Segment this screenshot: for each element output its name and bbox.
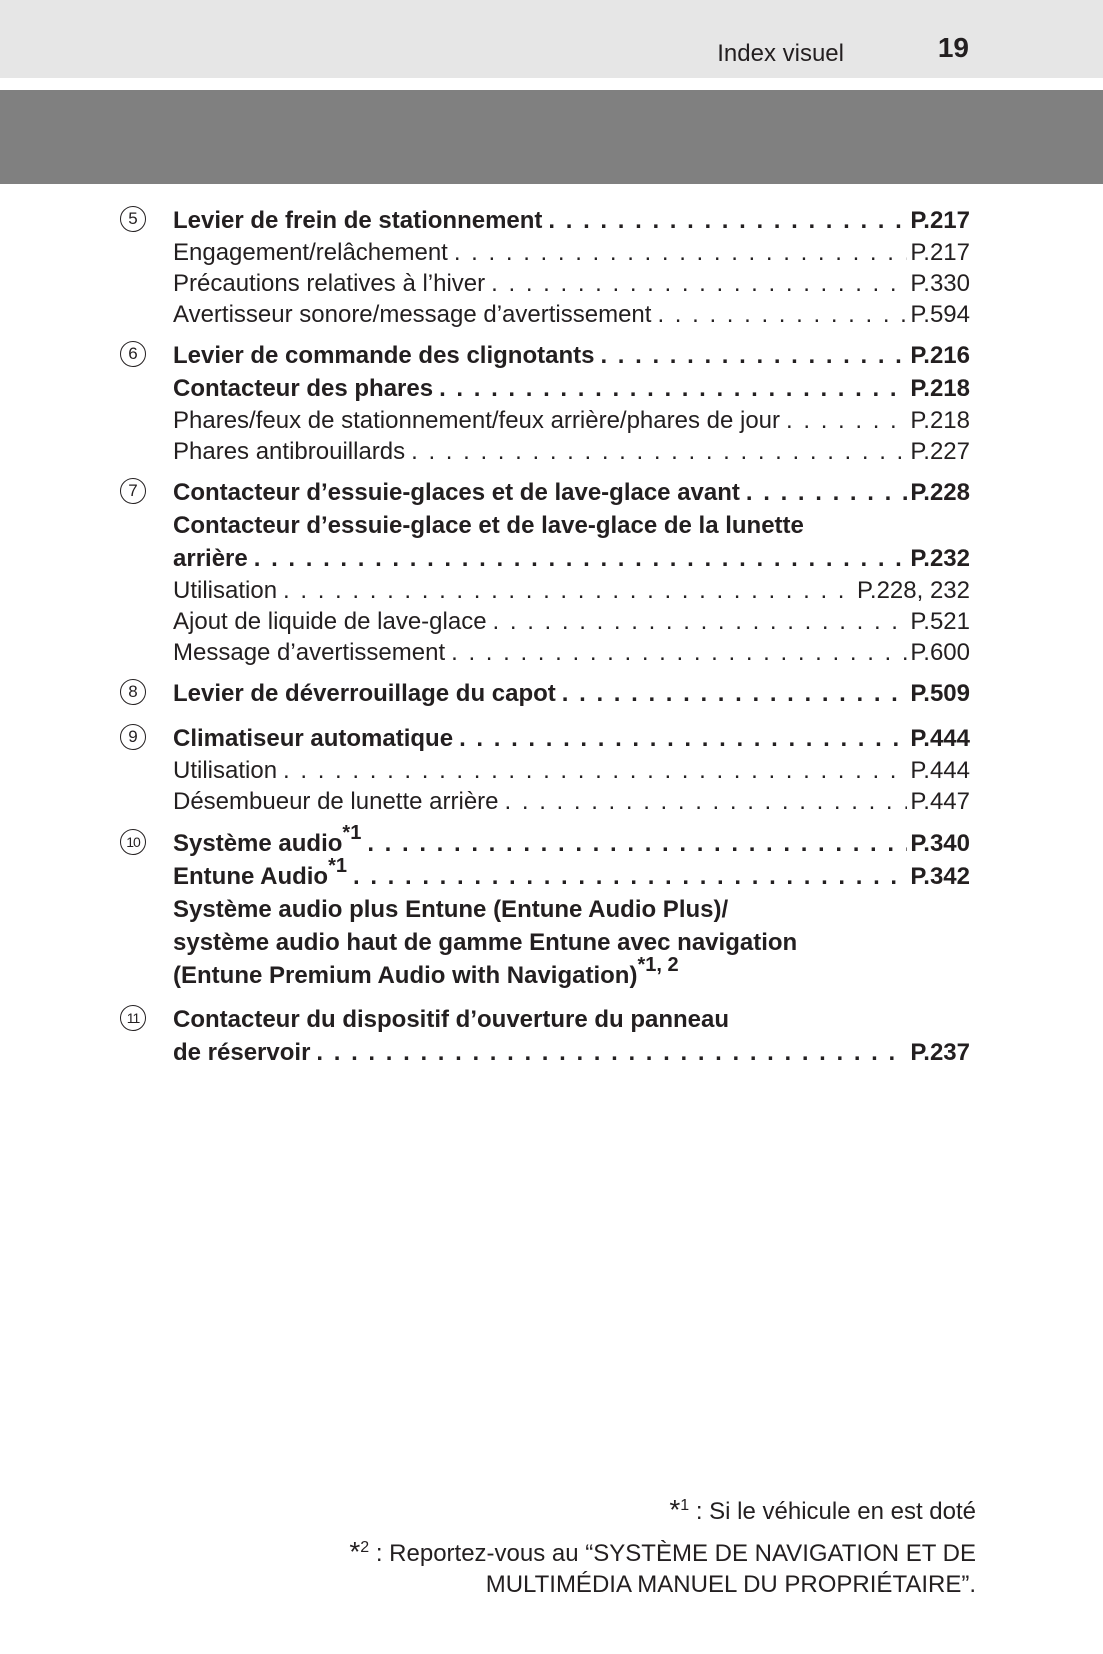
entry-label: Levier de frein de stationnement: [173, 207, 543, 234]
footnote-2: [349, 1536, 976, 1569]
dot-leader: [283, 755, 907, 786]
index-entry: [173, 722, 970, 755]
entry-label: Contacteur des phares: [173, 375, 434, 402]
index-subentry: [173, 299, 970, 330]
entry-label: Climatiseur automatique: [173, 725, 454, 752]
index-item-6: [120, 339, 970, 467]
entry-label: Levier de commande des clignotants: [173, 342, 595, 369]
page-ref-link[interactable]: P.228, 232: [856, 577, 970, 604]
page-ref-link[interactable]: P.227: [910, 438, 970, 465]
entry-label-text: (Entune Premium Audio with Navigation): [173, 962, 638, 989]
footnote-index: 2: [360, 1539, 370, 1556]
entry-label: Utilisation: [173, 577, 278, 604]
index-entry: [173, 339, 970, 372]
page-ref-link[interactable]: P.447: [910, 788, 970, 815]
page-ref-link[interactable]: P.342: [910, 863, 970, 890]
dot-leader: [491, 268, 907, 299]
dot-leader: [657, 299, 907, 330]
item-number-badge: 10: [120, 829, 146, 855]
page-ref-link[interactable]: P.217: [910, 207, 970, 234]
entry-label-line: Système audio plus Entune (Entune Audio Plus)/: [173, 896, 729, 923]
page-ref-link[interactable]: P.216: [910, 342, 970, 369]
entry-label: arrière: [173, 545, 248, 572]
index-subentry: [173, 436, 970, 467]
index-entry: [173, 372, 970, 405]
dot-leader: [562, 677, 908, 710]
page-ref-link[interactable]: P.594: [910, 301, 970, 328]
entry-label: Message d’avertissement: [173, 639, 446, 666]
index-entry: [173, 204, 970, 237]
dot-leader: [353, 860, 907, 893]
index-item-7: [120, 476, 970, 668]
footnote-marker: *1: [328, 855, 347, 877]
entry-label-text: Système audio: [173, 830, 343, 857]
footnotes: [349, 1494, 976, 1600]
index-item-5: [120, 204, 970, 330]
dot-leader: [459, 722, 907, 755]
footnote-1: [349, 1494, 976, 1527]
entry-label: Levier de déverrouillage du capot: [173, 680, 556, 707]
dot-leader: [316, 1036, 907, 1069]
dot-leader: [600, 339, 907, 372]
index-entry: [173, 542, 970, 575]
dot-leader: [367, 827, 907, 860]
dot-leader: [439, 372, 907, 405]
index-subentry: [173, 575, 970, 606]
footnote-symbol: *: [349, 1536, 361, 1567]
page-ref-link[interactable]: P.444: [910, 725, 970, 752]
index-subentry: [173, 268, 970, 299]
entry-label: de réservoir: [173, 1039, 311, 1066]
entry-label: Ajout de liquide de lave-glace: [173, 608, 487, 635]
visual-index-list: [120, 204, 970, 1069]
page-number: 19: [937, 32, 969, 63]
page-ref-link[interactable]: P.509: [910, 680, 970, 707]
entry-label-line: Contacteur du dispositif d’ouverture du panneau: [173, 1006, 730, 1033]
index-entry: [173, 677, 970, 710]
index-entry: [173, 822, 970, 860]
footnote-text: : Reportez-vous au “SYSTÈME DE NAVIGATION ET DE: [369, 1540, 976, 1567]
entry-label-line: [173, 954, 970, 992]
page-ref-link[interactable]: P.340: [910, 830, 970, 857]
section-title: Index visuel: [717, 40, 844, 67]
index-subentry: [173, 237, 970, 268]
footnote-index: 1: [680, 1497, 690, 1514]
header-band: [0, 90, 1103, 184]
index-subentry: [173, 606, 970, 637]
dot-leader: [283, 575, 854, 606]
dot-leader: [505, 786, 908, 817]
dot-leader: [548, 204, 907, 237]
item-number-badge: 9: [120, 724, 146, 750]
index-item-8: [120, 677, 970, 710]
item-number-badge: 6: [120, 341, 146, 367]
index-entry: [173, 476, 970, 509]
footnote-2-continued: MULTIMÉDIA MANUEL DU PROPRIÉTAIRE”.: [485, 1571, 976, 1598]
entry-label-line: Contacteur d’essuie-glace et de lave-glace de la lunette: [173, 512, 804, 539]
index-subentry: [173, 637, 970, 668]
footnote-marker: *1: [342, 822, 362, 844]
dot-leader: [746, 476, 907, 509]
footnote-symbol: *: [669, 1494, 681, 1525]
page-ref-link[interactable]: P.444: [910, 757, 970, 784]
entry-label: Précautions relatives à l’hiver: [173, 270, 486, 297]
page-ref-link[interactable]: P.237: [910, 1039, 970, 1066]
entry-label: Contacteur d’essuie-glaces et de lave-glace avant: [173, 479, 740, 506]
header-bar: [0, 0, 1103, 78]
entry-label: Désembueur de lunette arrière: [173, 788, 499, 815]
page-ref-link[interactable]: P.521: [910, 608, 970, 635]
page-ref-link[interactable]: P.600: [910, 639, 970, 666]
item-number-badge: 5: [120, 206, 146, 232]
index-subentry: [173, 786, 970, 817]
dot-leader: [254, 542, 908, 575]
item-number-badge: 11: [120, 1005, 146, 1031]
dot-leader: [493, 606, 908, 637]
index-subentry: [173, 405, 970, 436]
index-item-9: [120, 722, 970, 817]
entry-label-text: Entune Audio: [173, 863, 329, 890]
index-entry: [173, 1036, 970, 1069]
index-entry: [173, 855, 970, 893]
footnote-marker: *1, 2: [637, 954, 679, 976]
page-ref-link[interactable]: P.218: [910, 407, 970, 434]
dot-leader: [411, 436, 907, 467]
page-ref-link[interactable]: P.228: [910, 479, 970, 506]
index-item-11: [120, 1003, 970, 1069]
page-ref-link[interactable]: P.217: [910, 239, 970, 266]
item-number-badge: 7: [120, 478, 146, 504]
index-item-10: [120, 822, 970, 992]
entry-label: Phares/feux de stationnement/feux arrière/phares de jour: [173, 407, 781, 434]
entry-label: Utilisation: [173, 757, 278, 784]
item-number-badge: 8: [120, 679, 146, 705]
entry-label-line: système audio haut de gamme Entune avec navigation: [173, 929, 798, 956]
page-ref-link[interactable]: P.218: [910, 375, 970, 402]
footnote-text: : Si le véhicule en est doté: [689, 1498, 976, 1525]
dot-leader: [786, 405, 907, 436]
dot-leader: [454, 237, 908, 268]
index-subentry: [173, 755, 970, 786]
page-ref-link[interactable]: P.330: [910, 270, 970, 297]
entry-label: Engagement/relâchement: [173, 239, 448, 266]
page-ref-link[interactable]: P.232: [910, 545, 970, 572]
dot-leader: [451, 637, 907, 668]
entry-label: Phares antibrouillards: [173, 438, 406, 465]
entry-label: [173, 855, 347, 893]
entry-label: Avertisseur sonore/message d’avertissement: [173, 301, 652, 328]
